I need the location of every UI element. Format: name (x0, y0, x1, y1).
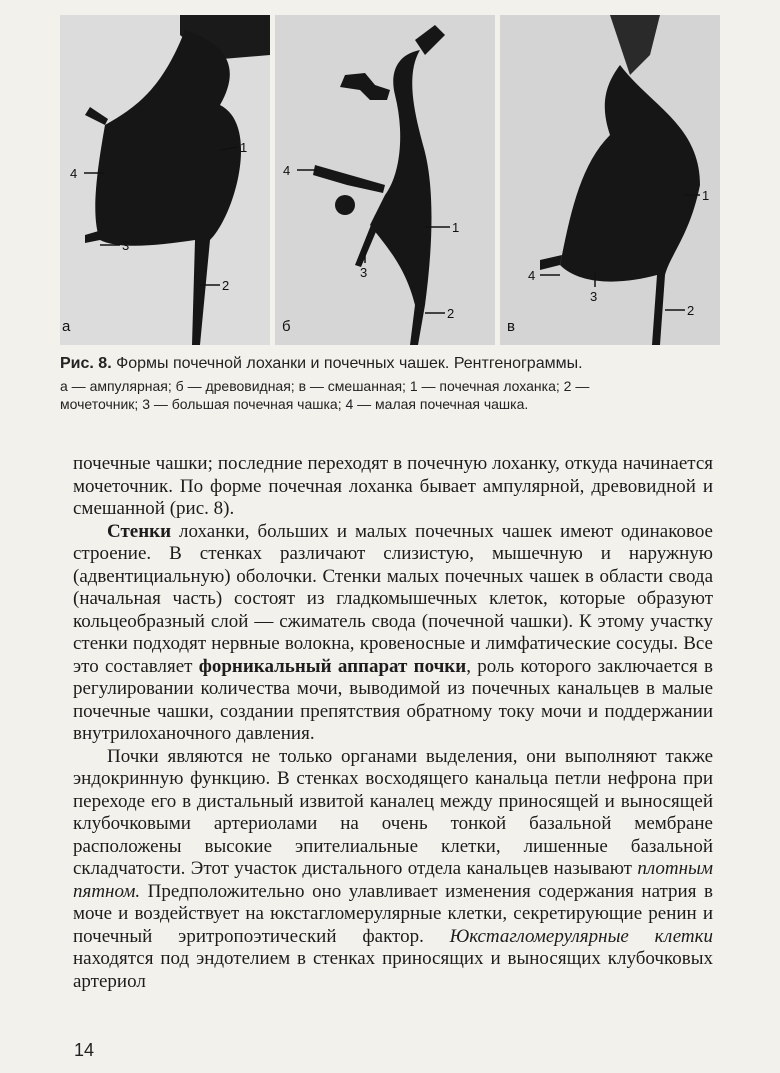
label-4-a: 4 (70, 166, 78, 181)
paragraph-2 (73, 521, 713, 746)
label-2-a: 2 (222, 278, 230, 293)
xray-panel-a (60, 15, 270, 345)
xray-panel-c (500, 15, 720, 345)
paragraph-3 (73, 746, 713, 994)
xray-panel-b (275, 15, 495, 345)
xray-image-c (500, 15, 720, 345)
label-3-a: 3 (122, 238, 130, 253)
label-4-b: 4 (283, 163, 291, 178)
term-fornical-apparatus: форникальный аппарат почки (198, 655, 467, 677)
label-2-c: 2 (687, 303, 695, 318)
panel-letter-c: в (507, 318, 515, 335)
caption-legend-line: а — ампулярная; б — древовидная; в — смешанная; 1 — почечная лоханка; 2 — (60, 378, 590, 394)
paragraph-text: , роль которого заключается в регулировании количества мочи, выводимой из почечных канальцев в малые почечные чашки, создании препятствия обратному току мочи и поддержании внутрилоханочного давления. (73, 655, 713, 744)
page-number: 14 (74, 1040, 95, 1060)
term-walls: Стенки (107, 520, 172, 542)
panel-letter-b: б (282, 318, 291, 335)
term-macula-densa: плотным пятном. (73, 858, 713, 902)
paragraph-1: почечные чашки; последние переходят в почечную лоханку, откуда начинается мочеточник. По форме почечная лоханка бывает ампулярной, древовидной и смешанной (рис. 8). (73, 453, 713, 519)
figure-caption (60, 353, 720, 413)
caption-title-text: Формы почечной лоханки и почечных чашек. Рентгенограммы. (116, 355, 583, 372)
paragraph-text: Предположительно оно улавливает изменения содержания натрия в моче и воздействует на юкстагломерулярные клетки, секретирующие ренин и почечный эритропоэтический фактор. (73, 880, 713, 947)
caption-legend (60, 377, 720, 413)
xray-image-b (275, 15, 495, 345)
label-1-b: 1 (452, 220, 460, 235)
xray-image-a (60, 15, 270, 345)
paragraph-text: находятся под эндотелием в стенках приносящих и выносящих клубочковых артериол (73, 948, 713, 992)
label-3-b: 3 (360, 265, 368, 280)
label-3-c: 3 (590, 289, 598, 304)
label-4-c: 4 (528, 268, 536, 283)
term-juxtaglomerular-cells: Юкстагломерулярные клетки (449, 925, 713, 947)
panel-letter-a: а (62, 318, 71, 335)
label-1-c: 1 (702, 188, 710, 203)
caption-title (60, 353, 720, 374)
body-text (73, 453, 713, 993)
paragraph-text: Почки являются не только органами выделения, они выполняют также эндокринную функцию. В стенках восходящего канальца петли нефрона при переходе его в дистальный извитой каналец между приносящей и выносящей клубочковыми артериолами на очень тонкой базальной мембране расположены высокие эпителиальные клетки, лишенные базальной складчатости. Этот участок дистального отдела канальцев называют (73, 745, 713, 879)
caption-label: Рис. 8. (60, 355, 112, 372)
label-1-a: 1 (240, 140, 248, 155)
label-2-b: 2 (447, 306, 455, 321)
paragraph-text: лоханки, больших и малых почечных чашек имеют одинаковое строение. В стенках различают слизистую, мышечную и наружную (адвентициальную) оболочки. Стенки малых почечных чашек в области свода (начальная часть) состоят из гладкомышечных клеток, которые образуют кольцеобразный слой — сжиматель свода (почечной чашки). К этому участку стенки подходят нервные волокна, кровеносные и лимфатические сосуды. Все это составляет (73, 520, 713, 677)
caption-legend-line: мочеточник; 3 — большая почечная чашка; 4 — малая почечная чашка. (60, 396, 529, 412)
figure-8 (60, 15, 720, 345)
